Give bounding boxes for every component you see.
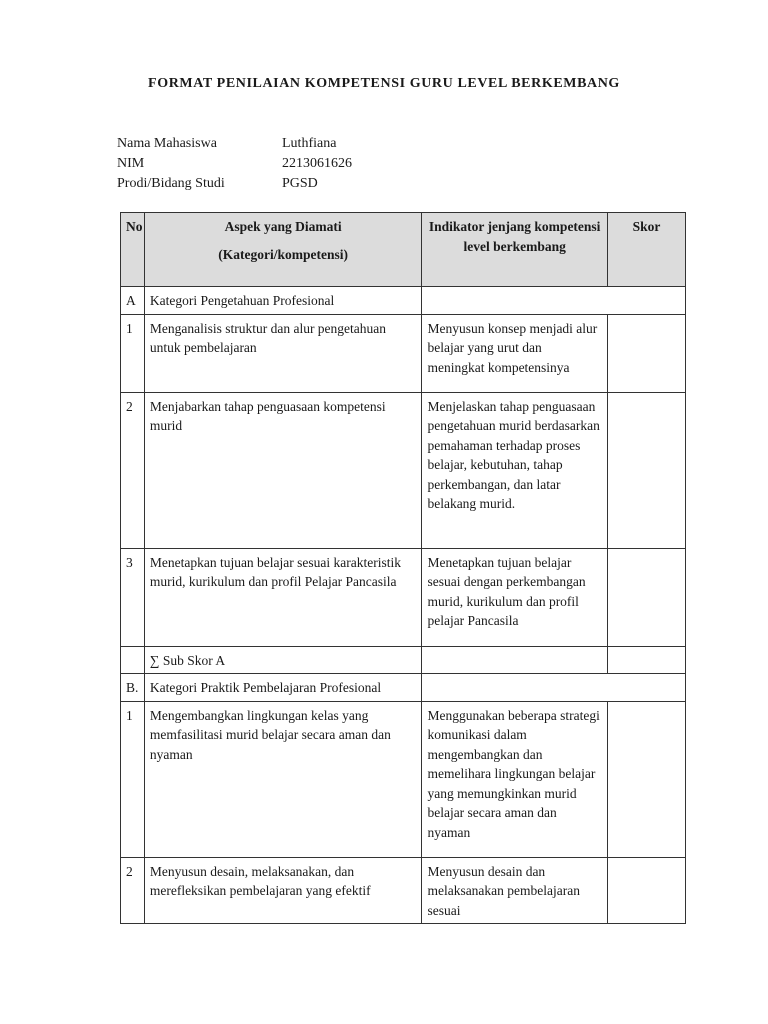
section-title: Kategori Praktik Pembelajaran Profesional [144, 674, 422, 702]
document-title: FORMAT PENILAIAN KOMPETENSI GURU LEVEL BERKEMBANG [148, 76, 620, 91]
table-header-row [121, 213, 686, 287]
row-indikator: Menyusun desain dan melaksanakan pembelajaran sesuai [422, 857, 607, 924]
header-aspek [144, 213, 422, 287]
section-blank [422, 287, 686, 315]
row-indikator: Menggunakan beberapa strategi komunikasi dalam mengembangkan dan memelihara lingkungan belajar yang memungkinkan murid belajar secara aman dan nyaman [422, 701, 607, 857]
header-no: No [121, 213, 145, 287]
table-row [121, 314, 686, 392]
row-skor[interactable] [607, 392, 685, 548]
row-aspek: Menetapkan tujuan belajar sesuai karakteristik murid, kurikulum dan profil Pelajar Pancasila [144, 548, 422, 646]
table-row [121, 701, 686, 857]
row-no: 3 [121, 548, 145, 646]
header-aspek-sub: (Kategori/kompetensi) [218, 246, 349, 262]
info-label: Prodi/Bidang Studi [117, 176, 225, 191]
section-title: Kategori Pengetahuan Profesional [144, 287, 422, 315]
subtotal-row [121, 646, 686, 674]
info-label: Nama Mahasiswa [117, 136, 217, 151]
row-no: 2 [121, 392, 145, 548]
row-no: 2 [121, 857, 145, 924]
row-no: 1 [121, 701, 145, 857]
row-skor[interactable] [607, 857, 685, 924]
section-code: B. [121, 674, 145, 702]
row-aspek: Menyusun desain, melaksanakan, dan merefleksikan pembelajaran yang efektif [144, 857, 422, 924]
info-value: 2213061626 [282, 156, 352, 171]
header-skor: Skor [607, 213, 685, 287]
row-indikator: Menetapkan tujuan belajar sesuai dengan perkembangan murid, kurikulum dan profil pelajar Pancasila [422, 548, 607, 646]
subtotal-label: ∑ Sub Skor A [144, 646, 422, 674]
header-aspek-label: Aspek yang Diamati [224, 219, 342, 234]
table-row [121, 392, 686, 548]
section-code: A [121, 287, 145, 315]
info-value: PGSD [282, 176, 318, 191]
info-value: Luthfiana [282, 136, 337, 151]
row-skor[interactable] [607, 701, 685, 857]
row-aspek: Mengembangkan lingkungan kelas yang memfasilitasi murid belajar secara aman dan nyaman [144, 701, 422, 857]
subtotal-blank [422, 646, 607, 674]
row-skor[interactable] [607, 314, 685, 392]
row-indikator: Menyusun konsep menjadi alur belajar yang urut dan meningkat kompetensinya [422, 314, 607, 392]
row-skor[interactable] [607, 548, 685, 646]
row-no: 1 [121, 314, 145, 392]
section-b-row [121, 674, 686, 702]
table-row [121, 857, 686, 924]
info-label: NIM [117, 156, 145, 171]
subtotal-score[interactable] [607, 646, 685, 674]
row-aspek: Menganalisis struktur dan alur pengetahuan untuk pembelajaran [144, 314, 422, 392]
section-a-row [121, 287, 686, 315]
assessment-table [120, 212, 686, 924]
section-blank [422, 674, 686, 702]
subtotal-blank [121, 646, 145, 674]
table-row [121, 548, 686, 646]
header-indikator: Indikator jenjang kompetensi level berkembang [422, 213, 607, 287]
row-aspek: Menjabarkan tahap penguasaan kompetensi murid [144, 392, 422, 548]
row-indikator: Menjelaskan tahap penguasaan pengetahuan murid berdasarkan pemahaman terhadap proses belajar, kebutuhan, tahap perkembangan, dan latar belakang murid. [422, 392, 607, 548]
